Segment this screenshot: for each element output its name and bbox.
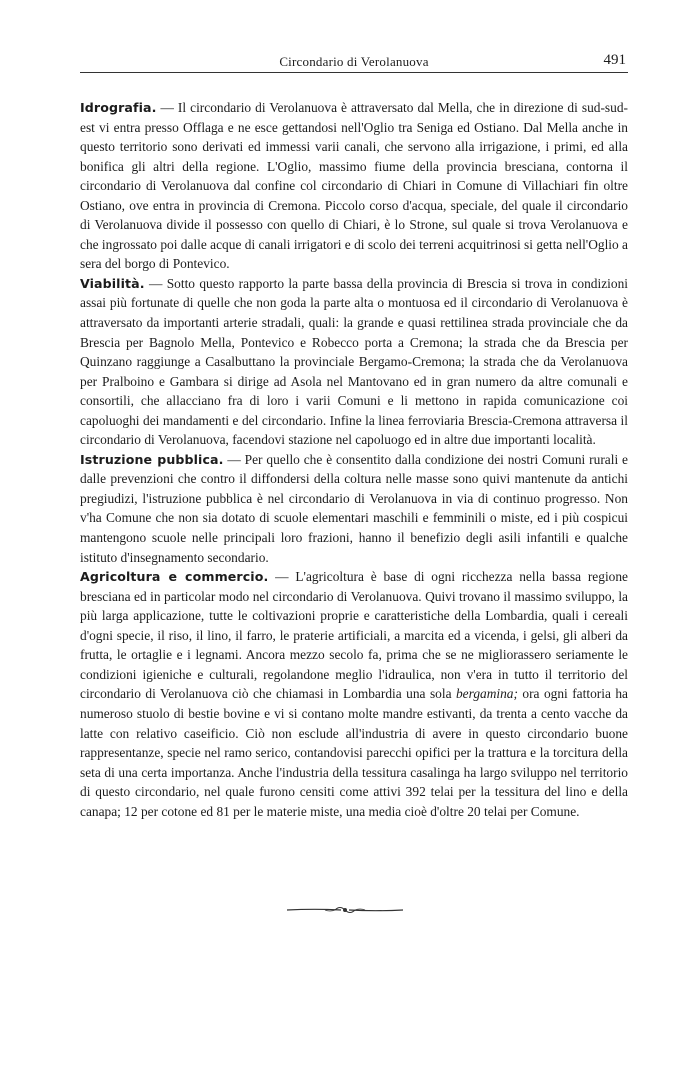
paragraph-istruzione [80, 450, 628, 567]
running-head [80, 52, 628, 73]
section-heading-agricoltura: Agricoltura e commercio. [80, 569, 269, 585]
paragraph-text: — Per quello che è consentito dalla condizione dei nostri Comuni rurali e dalle prevenzioni che contro il diffondersi della coltura nelle masse sono quivi mantenute da antichi pregiudizi, l'istruzione pubblica è nel circondario di Verolanuova in via di continuo progresso. Non v'ha Comune che non sia dotato di scuole elementari maschili e femminili o miste, ed i più cospicui mantengono scuole nelle principali loro frazioni, hanno il benefizio degli asili infantili e qualche istituto d'insegnamento secondario. [80, 451, 628, 565]
section-heading-idrografia: Idrografia. [80, 100, 157, 115]
page-number: 491 [603, 52, 626, 68]
paragraph-text: — Sotto questo rapporto la parte bassa della provincia di Brescia si trova in condizioni assai più fortunate di quelle che non goda la parte alta o montuosa ed il circondario di Verolanuova è attraversato da importanti arterie stradali, quali: la grande e quasi rettilinea strada provinciale che da Brescia per Bagnolo Mella, Pontevico e Robecco porta a Cremona; la strada che da Brescia per Quinzano raggiunge a Casalbuttano la provinciale Bergamo-Cremona; la strada che da Verolanuova per Pralboino e Gambara si dirige ad Asola nel Mantovano ed in gran numero da altre comunali e consortili, che allacciano fra di loro i varii Comuni e li mettono in rapida comunicazione coi capoluoghi dei mandamenti e del circondario. Infine la linea ferroviaria Brescia-Cremona attraversa il circondario di Verolanuova, facendovi stazione nel capoluogo ed in altre due importanti località. [80, 275, 628, 448]
paragraph-text: — Il circondario di Verolanuova è attraversato dal Mella, che in direzione di sud-sud-est vi entra presso Offlaga e ne esce gettandosi nell'Oglio tra Seniga ed Ostiano. Dal Mella anche in questo territorio sono derivati ed immessi varii canali, che servono alla irrigazione, i primi, ed alla bonifica gli altri della regione. L'Oglio, massimo fiume della provincia bresciana, contorna il circondario di Verolanuova dal confine col circondario di Chiari in Comune di Villachiari fin oltre Ostiano, ove entra in provincia di Cremona. Piccolo corso d'acqua, speciale, del quale il circondario di Verolanuova divide il possesso con quello di Chiari, è lo Strone, sul quale si trova Verolanuova e che ingrossato poi dalle acque di canali irrigatori e di scolo dei terreni acquitrinosi si getta nell'Oglio a sera del borgo di Pontevico. [80, 100, 628, 272]
paragraph-text-continued: ora ogni fattoria ha numeroso stuolo di bestie bovine e vi si contano molte mandre estivanti, da trenta a cento vacche da latte con relativo caseificio. Ciò non esclude all'industria di avere in questo circondario buone rappresentanze, specie nel ramo serico, contandovisi parecchi opifici per la trattura e la torcitura della seta di una certa importanza. Anche l'industria della tessitura casalinga ha largo sviluppo nel territorio di questo circondario, nel quale furono censiti come attivi 392 telai per la tessitura del lino e della canapa; 12 per cotone ed 81 per le materie miste, una media cioè d'oltre 20 telai per Comune. [80, 686, 628, 819]
body-text [80, 98, 628, 821]
italic-term: bergamina; [455, 686, 518, 702]
paragraph-text: — L'agricoltura è base di ogni ricchezza nella bassa regione bresciana ed in particolar modo nel circondario di Verolanuova. Quivi trovano il massimo sviluppo, la più larga applicazione, tutte le coltivazioni proprie e caratteristiche della Lombardia, quali i cereali d'ogni specie, il riso, il lino, il farro, le praterie artificiali, a marcita ed a vicenda, i gelsi, gli alberi da frutta, le ortaglie e i legnami. Ancora mezzo secolo fa, prima che se ne migliorassero seriamente le condizioni igieniche e culturali, regolandone meglio l'idraulica, non v'era in tutto il territorio del circondario di Verolanuova ciò che chiamasi in Lombardia una sola [80, 569, 628, 702]
running-title: Circondario di Verolanuova [279, 54, 429, 69]
paragraph-idrografia [80, 98, 628, 274]
section-heading-viabilita: Viabilità. [80, 275, 145, 291]
paragraph-agricoltura [80, 567, 628, 821]
decorative-tailpiece-icon [285, 903, 405, 915]
section-heading-istruzione: Istruzione pubblica. [80, 451, 224, 467]
paragraph-viabilita [80, 274, 628, 450]
